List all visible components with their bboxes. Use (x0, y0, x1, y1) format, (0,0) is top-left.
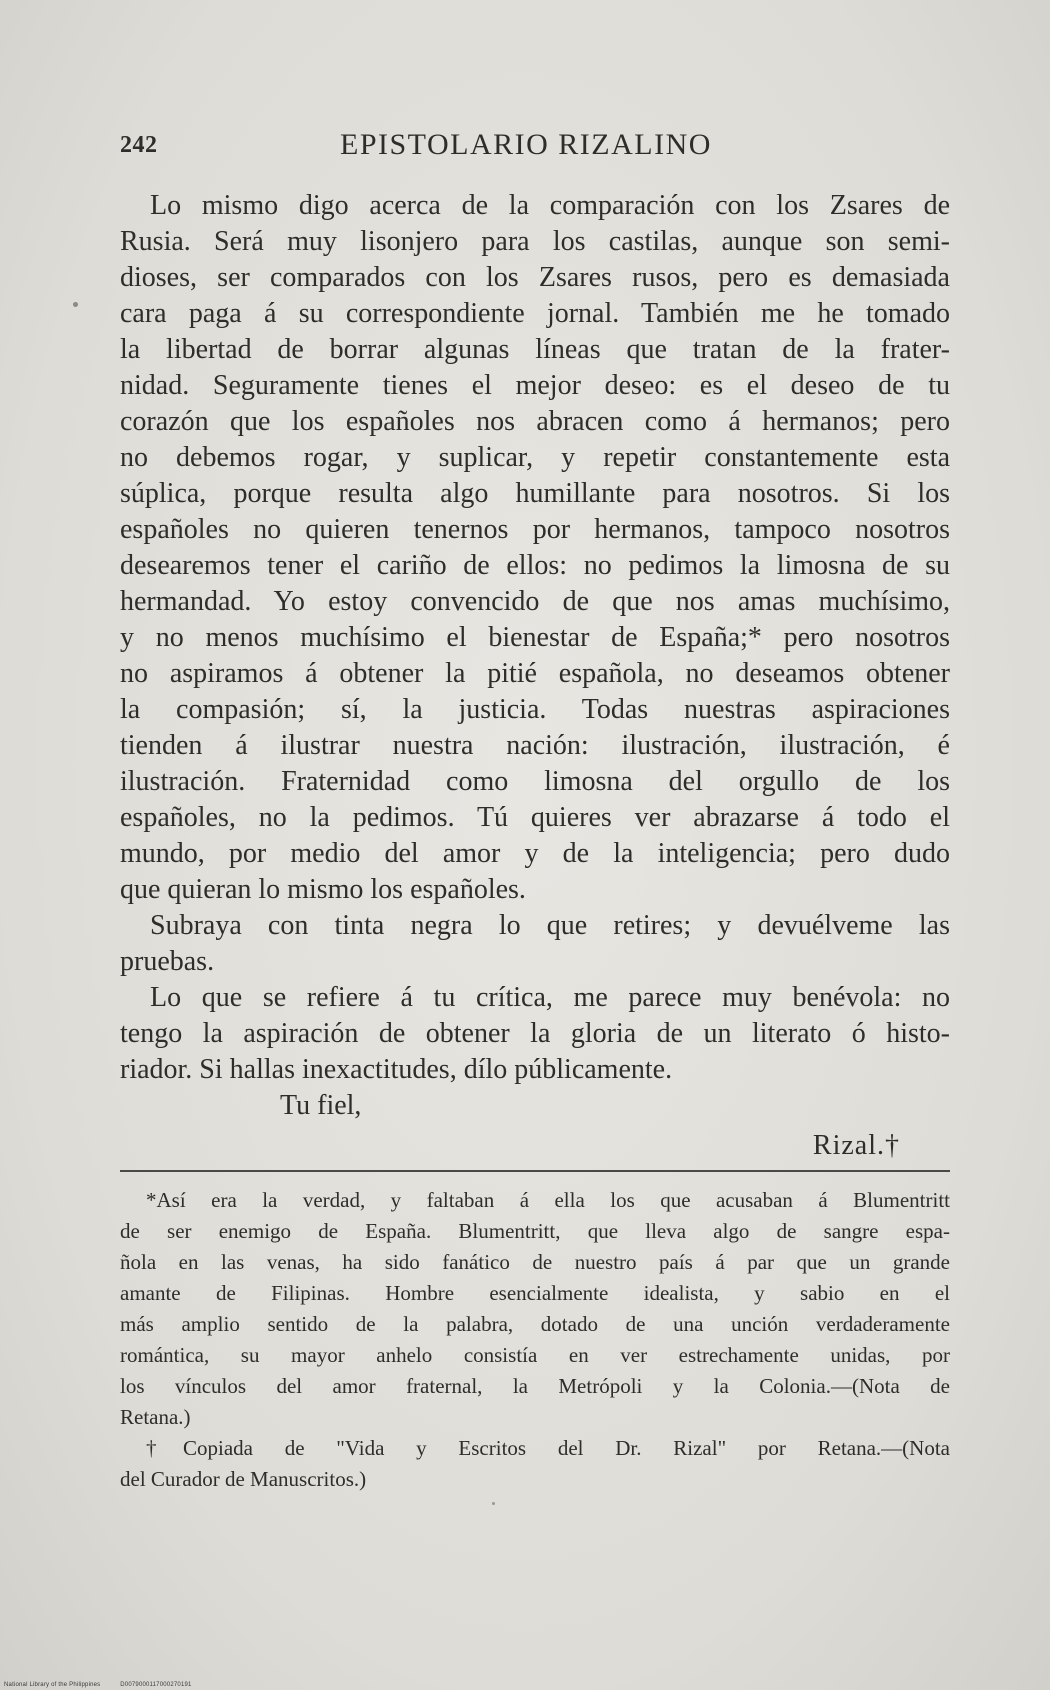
body-line: Lo que se refiere á tu crítica, me parece muy benévola: no (150, 982, 950, 1013)
body-line: que quieran lo mismo los españoles. (120, 874, 526, 905)
body-line: no debemos rogar, y suplicar, y repetir constantemente esta (120, 442, 950, 473)
archive-identifier: D0079000117000270191 (120, 1682, 192, 1688)
letter-body (120, 188, 950, 1168)
running-title: EPISTOLARIO RIZALINO (340, 128, 712, 161)
paper-speck (73, 302, 78, 307)
body-line: no aspiramos á obtener la pitié española, no deseamos obtener (120, 658, 950, 689)
archive-footer (4, 1682, 210, 1688)
footnote-line: amante de Filipinas. Hombre esencialmente idealista, y sabio en el (120, 1281, 950, 1305)
footnote-divider (120, 1170, 950, 1172)
paper-speck (492, 1502, 495, 1505)
footnote-line: los vínculos del amor fraternal, la Metrópoli y la Colonia.—(Nota de (120, 1374, 950, 1398)
footnote-line: más amplio sentido de la palabra, dotado de una unción verdaderamente (120, 1312, 950, 1336)
footnotes (120, 1185, 950, 1495)
body-line: Lo mismo digo acerca de la comparación con los Zsares de (150, 190, 950, 221)
footnote-line: Retana.) (120, 1405, 191, 1429)
footnote-line: del Curador de Manuscritos.) (120, 1467, 367, 1491)
archive-institution: National Library of the Philippines (4, 1682, 101, 1688)
body-line: pruebas. (120, 946, 215, 977)
footnote-line: ñola en las venas, ha sido fanático de nuestro país á par que un grande (120, 1250, 950, 1274)
body-line: nidad. Seguramente tienes el mejor deseo: es el deseo de tu (120, 370, 950, 401)
body-line: la libertad de borrar algunas líneas que tratan de la frater- (120, 334, 950, 365)
body-line: españoles, no la pedimos. Tú quieres ver abrazarse á todo el (120, 802, 950, 833)
body-line: hermandad. Yo estoy convencido de que nos amas muchísimo, (120, 586, 950, 617)
page-number: 242 (120, 132, 158, 158)
footnote-line: *Así era la verdad, y faltaban á ella los que acusaban á Blumentritt (146, 1188, 950, 1212)
body-line: cara paga á su correspondiente jornal. También me he tomado (120, 298, 950, 329)
body-line: corazón que los españoles nos abracen como á hermanos; pero (120, 406, 950, 437)
footnote-line: †Copiada de "Vida y Escritos del Dr. Rizal" por Retana.—(Nota (146, 1436, 950, 1460)
body-line: súplica, porque resulta algo humillante para nosotros. Si los (120, 478, 950, 509)
body-line: la compasión; sí, la justicia. Todas nuestras aspiraciones (120, 694, 950, 725)
body-line: Subraya con tinta negra lo que retires; y devuélveme las (150, 910, 950, 941)
body-line: desearemos tener el cariño de ellos: no pedimos la limosna de su (120, 550, 950, 581)
body-line: españoles no quieren tenernos por hermanos, tampoco nosotros (120, 514, 950, 545)
body-line: Rusia. Será muy lisonjero para los castilas, aunque son semi- (120, 226, 950, 257)
signature: Rizal.† (812, 1130, 900, 1161)
body-line: riador. Si hallas inexactitudes, dílo públicamente. (120, 1054, 673, 1085)
body-line: tengo la aspiración de obtener la gloria de un literato ó histo- (120, 1018, 950, 1049)
body-line: mundo, por medio del amor y de la inteligencia; pero dudo (120, 838, 950, 869)
body-line: ilustración. Fraternidad como limosna del orgullo de los (120, 766, 950, 797)
footnote-line: de ser enemigo de España. Blumentritt, que lleva algo de sangre espa- (120, 1219, 950, 1243)
footnote-line: romántica, su mayor anhelo consistía en ver estrechamente unidas, por (120, 1343, 950, 1367)
body-line: tienden á ilustrar nuestra nación: ilustración, ilustración, é (120, 730, 950, 761)
page-header (120, 128, 950, 168)
body-line: y no menos muchísimo el bienestar de España;* pero nosotros (120, 622, 950, 653)
body-line: dioses, ser comparados con los Zsares rusos, pero es demasiada (120, 262, 950, 293)
closing-salutation: Tu fiel, (280, 1090, 362, 1121)
